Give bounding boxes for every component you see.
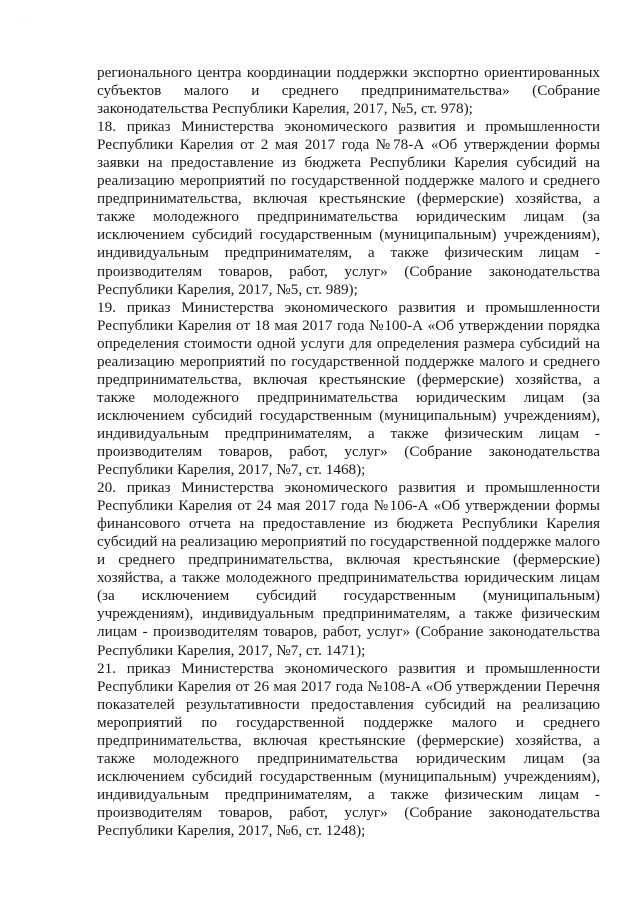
scan-artifact: · · (18, 17, 25, 23)
text-line: Республики Карелия, 2017, №7, ст. 1471); (97, 641, 366, 659)
text-line: Республики Карелия от 2 мая 2017 года №78-А «Об утверждении формы (97, 136, 600, 154)
text-line: законодательства Республики Карелия, 2017, №5, ст. 978); (97, 100, 473, 118)
text-line: мероприятий по государственной поддержке малого и среднего (97, 713, 600, 731)
text-line: Республики Карелия от 24 мая 2017 года №106-А «Об утверждении формы (97, 497, 600, 515)
text-line: Республики Карелия, 2017, №7, ст. 1468); (97, 461, 366, 479)
text-line: исключением субсидий государственным (муниципальным) учреждениям), (97, 226, 600, 244)
document-body (97, 64, 600, 840)
text-line: Республики Карелия, 2017, №5, ст. 989); (97, 280, 358, 298)
text-line: индивидуальным предпринимателям, а также физическим лицам - (97, 244, 600, 262)
text-line: 19. приказ Министерства экономического развития и промышленности (97, 298, 600, 316)
text-line: реализацию мероприятий по государственной поддержке малого и среднего (97, 172, 600, 190)
text-line: 21. приказ Министерства экономического развития и промышленности (97, 659, 600, 677)
text-line: предпринимательства, включая крестьянские (фермерские) хозяйства, а (97, 731, 600, 749)
text-line: лицам - производителям товаров, работ, услуг» (Собрание законодательства (97, 623, 600, 641)
text-line: хозяйства, а также молодежного предпринимательства юридическим лицам (97, 569, 600, 587)
text-line: 20. приказ Министерства экономического развития и промышленности (97, 479, 600, 497)
text-line: предпринимательства, включая крестьянские (фермерские) хозяйства, а (97, 190, 600, 208)
text-line: и среднего предпринимательства, включая крестьянские (фермерские) (97, 551, 600, 569)
text-line: исключением субсидий государственным (муниципальным) учреждениям), (97, 406, 600, 424)
text-line: также молодежного предпринимательства юридическим лицам (за (97, 208, 600, 226)
text-line: индивидуальным предпринимателям, а также физическим лицам - (97, 785, 600, 803)
text-line: (за исключением субсидий государственным (муниципальным) (97, 587, 600, 605)
text-line: субъектов малого и среднего предпринимательства» (Собрание (97, 82, 600, 100)
text-line: производителям товаров, работ, услуг» (Собрание законодательства (97, 803, 600, 821)
text-line: Республики Карелия от 26 мая 2017 года №108-А «Об утверждении Перечня (97, 677, 600, 695)
text-line: 18. приказ Министерства экономического развития и промышленности (97, 118, 600, 136)
text-line: предпринимательства, включая крестьянские (фермерские) хозяйства, а (97, 370, 600, 388)
text-line: реализацию мероприятий по государственной поддержке малого и среднего (97, 352, 600, 370)
text-line: также молодежного предпринимательства юридическим лицам (за (97, 749, 600, 767)
text-line: определения стоимости одной услуги для определения размера субсидий на (97, 334, 600, 352)
text-line: Республики Карелия от 18 мая 2017 года №100-А «Об утверждении порядка (97, 316, 600, 334)
text-line: показателей результативности предоставления субсидий на реализацию (97, 695, 600, 713)
text-line: финансового отчета на предоставление из бюджета Республики Карелия (97, 515, 600, 533)
text-line: также молодежного предпринимательства юридическим лицам (за (97, 388, 600, 406)
text-line: производителям товаров, работ, услуг» (Собрание законодательства (97, 262, 600, 280)
text-line: исключением субсидий государственным (муниципальным) учреждениям), (97, 767, 600, 785)
text-line: производителям товаров, работ, услуг» (Собрание законодательства (97, 442, 600, 460)
text-line: учреждениям), индивидуальным предпринимателям, а также физическим (97, 605, 600, 623)
text-line: Республики Карелия, 2017, №6, ст. 1248); (97, 821, 366, 839)
text-line: индивидуальным предпринимателям, а также физическим лицам - (97, 424, 600, 442)
text-line: субсидий на реализацию мероприятий по государственной поддержке малого (97, 533, 600, 551)
text-line: регионального центра координации поддержки экспортно ориентированных (97, 64, 600, 81)
text-line: заявки на предоставление из бюджета Республики Карелия субсидий на (97, 154, 600, 172)
